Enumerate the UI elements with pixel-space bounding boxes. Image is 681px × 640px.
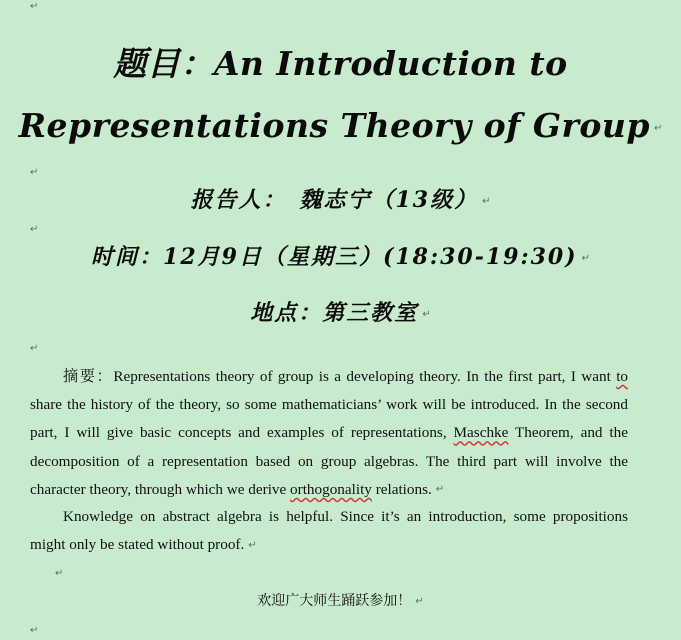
abstract-text-1: Representations theory of group is a developing theory. In the first part, I want bbox=[113, 368, 617, 385]
welcome-text: 欢迎广大师生踊跃参加！ bbox=[257, 593, 412, 609]
paragraph-mark: ↵ bbox=[581, 252, 590, 264]
paragraph-mark: ↵ bbox=[30, 343, 39, 354]
paragraph-mark: ↵ bbox=[248, 539, 257, 551]
abstract-word-to: to bbox=[616, 368, 629, 385]
paragraph-mark: ↵ bbox=[30, 167, 39, 178]
abstract-word-maschke: Maschke bbox=[453, 424, 509, 442]
abstract-word-orthogonality: orthogonality bbox=[290, 480, 372, 498]
note-text: Knowledge on abstract algebra is helpful. Since it’s an introduction, some propositions might only be stated without proof. bbox=[30, 508, 628, 554]
abstract-label: 摘要： bbox=[63, 368, 114, 385]
paragraph-mark: ↵ bbox=[55, 568, 64, 579]
paragraph-mark: ↵ bbox=[30, 625, 39, 636]
place-text: 地点：第三教室 bbox=[250, 300, 419, 326]
welcome-line bbox=[0, 590, 681, 610]
paragraph-mark: ↵ bbox=[422, 308, 431, 320]
paragraph-mark: ↵ bbox=[30, 1, 39, 12]
abstract-text-4: relations. bbox=[371, 480, 432, 498]
time-line bbox=[0, 240, 681, 271]
abstract-text-2: share the history of the theory, so some mathematicians’ work will be introduced. In the second part, I will give basic concepts and examples of representations, bbox=[30, 396, 628, 442]
speaker-text: 报告人： 魏志宁（13级） bbox=[190, 187, 479, 213]
paragraph-mark: ↵ bbox=[653, 122, 663, 134]
paragraph-mark: ↵ bbox=[30, 224, 39, 235]
abstract-paragraph bbox=[30, 363, 628, 504]
title-line-2-text: Representations Theory of Group bbox=[18, 106, 650, 145]
title-line-2 bbox=[0, 106, 681, 145]
paragraph-mark: ↵ bbox=[435, 484, 445, 496]
paragraph-mark: ↵ bbox=[415, 595, 424, 607]
speaker-line bbox=[0, 183, 681, 214]
paragraph-mark: ↵ bbox=[482, 195, 491, 207]
note-paragraph bbox=[30, 503, 628, 560]
time-text: 时间：12月9日（星期三）(18:30-19:30) bbox=[91, 244, 578, 270]
place-line bbox=[0, 296, 681, 327]
title-line-1: 题目：An Introduction to bbox=[113, 44, 568, 83]
abstract-text-3: Theorem, and the decomposition of a representation based on group algebras. The third part will involve the character theory, through which we derive bbox=[30, 424, 628, 498]
